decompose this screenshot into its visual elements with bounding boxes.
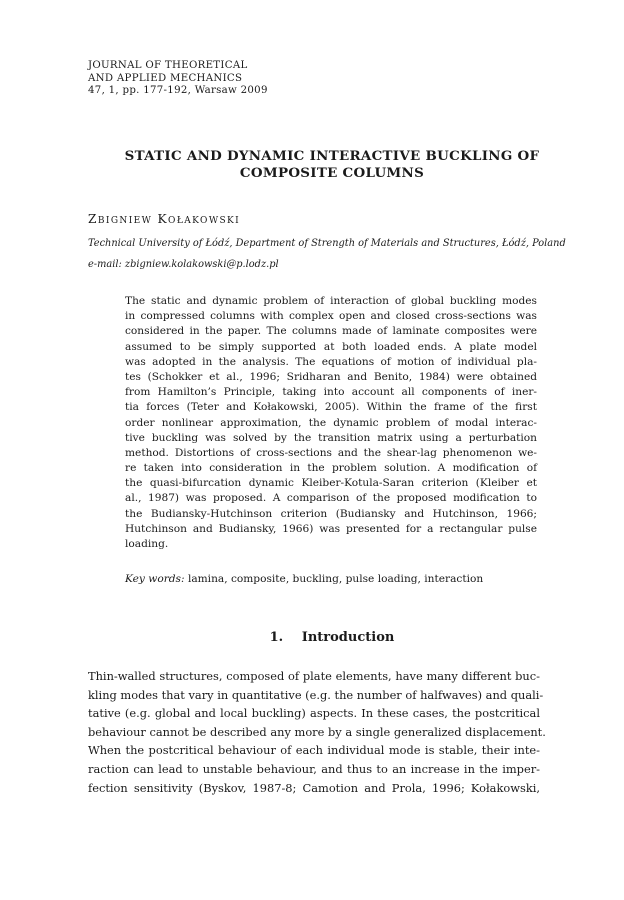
paper-title-line1: STATIC AND DYNAMIC INTERACTIVE BUCKLING OF: [124, 148, 540, 164]
abstract-line: tes (Schokker et al., 1996; Sridharan and Benito, 1984) were obtained: [125, 370, 537, 383]
body-line: behaviour cannot be described any more by a single generalized displacement.: [88, 724, 546, 739]
body-line: kling modes that vary in quantitative (e.g. the number of halfwaves) and quali-: [88, 687, 544, 702]
section-title: Introduction: [301, 630, 395, 645]
keywords: [125, 573, 537, 585]
body-text: [88, 667, 546, 797]
keywords-label: Key words:: [125, 573, 185, 585]
abstract-line: Hutchinson and Budiansky, 1966) was presented for a rectangular pulse: [125, 522, 537, 535]
body-line: Thin-walled structures, composed of plate elements, have many different buc-: [88, 669, 540, 683]
journal-header: [88, 60, 388, 98]
abstract-line: al., 1987) was proposed. A comparison of the proposed modification to: [125, 492, 537, 505]
journal-citation: 47, 1, pp. 177-192, Warsaw 2009: [88, 85, 268, 97]
abstract-line: considered in the paper. The columns made of laminate composites were: [125, 325, 537, 338]
paper-title: [60, 148, 604, 182]
abstract-line: method. Distortions of cross-sections and the shear-lag phenomenon we-: [125, 446, 537, 459]
journal-name-line1: JOURNAL OF THEORETICAL: [88, 60, 248, 71]
abstract-line: the Budiansky-Hutchinson criterion (Budiansky and Hutchinson, 1966;: [125, 507, 537, 520]
body-line: raction can lead to unstable behaviour, and thus to an increase in the imper-: [88, 761, 540, 776]
section-number: 1.: [269, 630, 284, 645]
section-heading: [60, 630, 604, 645]
journal-name-line2: AND APPLIED MECHANICS: [88, 72, 243, 84]
abstract-line: order nonlinear approximation, the dynamic problem of modal interac-: [125, 416, 537, 429]
abstract-line: The static and dynamic problem of interaction of global buckling modes: [125, 295, 537, 307]
abstract-line: from Hamilton’s Principle, taking into account all components of iner-: [125, 386, 537, 399]
abstract-line: was adopted in the analysis. The equations of motion of individual pla-: [125, 355, 537, 368]
body-line: When the postcritical behaviour of each individual mode is stable, their inte-: [88, 743, 540, 758]
abstract-line: loading.: [125, 538, 169, 550]
abstract-line: in compressed columns with complex open and closed cross-sections was: [125, 310, 537, 323]
author-email: e-mail: zbigniew.kolakowski@p.lodz.pl: [88, 259, 279, 270]
abstract: [125, 294, 537, 552]
keywords-text: lamina, composite, buckling, pulse loading, interaction: [187, 573, 484, 585]
paper-title-line2: COMPOSITE COLUMNS: [239, 165, 425, 181]
author-name: Zbigniew Kołakowski: [88, 212, 241, 226]
abstract-line: assumed to be simply supported at both loaded ends. A plate model: [125, 340, 537, 353]
body-line: tative (e.g. global and local buckling) aspects. In these cases, the postcritical: [88, 706, 540, 721]
abstract-line: tive buckling was solved by the transition matrix using a perturbation: [125, 431, 537, 444]
abstract-line: tia forces (Teter and Kołakowski, 2005). Within the frame of the first: [125, 401, 537, 414]
abstract-line: the quasi-bifurcation dynamic Kleiber-Kotula-Saran criterion (Kleiber et: [125, 477, 537, 490]
body-line: fection sensitivity (Byskov, 1987-8; Camotion and Prola, 1996; Kołakowski,: [88, 780, 540, 795]
abstract-line: re taken into consideration in the problem solution. A modification of: [125, 462, 537, 475]
author-affiliation: Technical University of Łódź, Department of Strength of Materials and Structures, Łódź, Poland: [88, 238, 566, 249]
